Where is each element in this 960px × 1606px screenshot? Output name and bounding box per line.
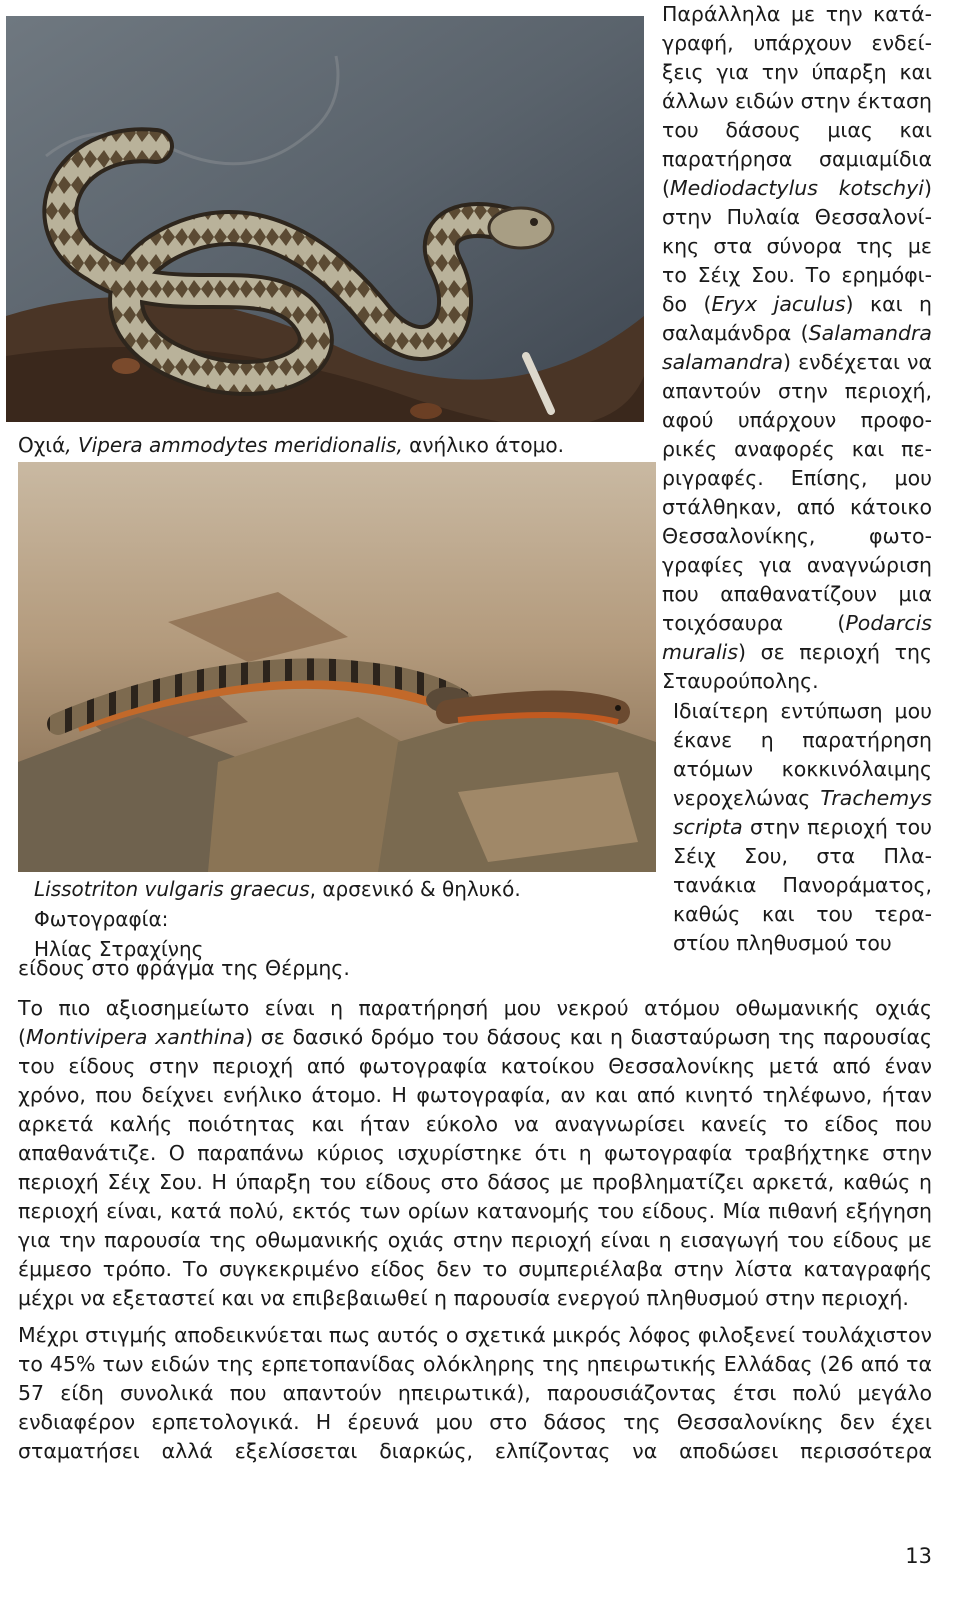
viper-photo <box>6 16 644 422</box>
viper-caption <box>18 430 638 460</box>
viper-caption-species: , Vipera ammodytes meridionalis, <box>65 433 403 457</box>
newt-caption-suffix: , αρσενικό & θηλυκό. Φωτογραφία: <box>34 877 521 931</box>
body-para3 <box>18 994 932 1313</box>
para1-species-4: Podarcis muralis <box>662 611 932 664</box>
para3-text-1: Το πιο αξιοσημείωτο είναι η παρατήρησή μου νεκρού ατόμου οθωμανικής οχιάς ( <box>18 996 932 1049</box>
body-para4 <box>18 1321 932 1466</box>
para1-text-4: ) ενδέχεται να απαντούν στην περιοχή, αφού υπάρχουν προφορικές αναφορές και περιγραφές. Επίσης, μου στάλθηκαν, από κάτοικο Θεσσαλονίκης, φωτογραφίες για αναγνώριση που απαθανατίζουν μια τοιχόσαυρα ( <box>662 350 932 635</box>
newt-caption <box>34 874 654 964</box>
para2-species-1: Trachemys scripta <box>673 786 932 839</box>
para2-text-2: στην περιοχή του Σέιχ Σου, στα Πλατανάκια Πανοράματος, καθώς και του τεραστίου πληθυσμού του <box>673 815 932 955</box>
para1-text-5: ) σε περιοχή της Σταυρούπολης. <box>662 640 932 693</box>
newt-caption-line1 <box>34 874 654 934</box>
para1-text-3: ) και η σαλαμάνδρα ( <box>662 292 932 345</box>
para3-species-1: Montivipera xanthina <box>26 1025 246 1049</box>
viper-caption-suffix: ανήλικο άτομο. <box>402 433 564 457</box>
para3-text-2: ) σε δασικό δρόμο του δάσους και η διασταύρωση της παρουσίας του είδους στην περιοχή από φωτογραφία κατοίκου Θεσσαλονίκης μετά από έναν χρόνο, που δείχνει ενήλικο άτομο. Η φωτογραφία, αν και από κινητό τηλέφωνο, ήταν αρκετά καλής ποιότητας και ήταν εύκολο να αναγνωρίσει κανείς το είδος που απαθανάτιζε. Ο παραπάνω κύριος ισχυρίστηκε ότι η φωτογραφία τραβήχτηκε στην περιοχή Σέιχ Σου. Η ύπαρξη του είδους στο δάσος με προβληματίζει αρκετά, καθώς η περιοχή είναι, κατά πολύ, εκτός των ορίων κατανομής του είδους. Μία πιθανή εξήγηση για την παρουσία της οθωμανικής οχιάς στην περιοχή είναι η εισαγωγή του είδους με έμμεσο τρόπο. Το συγκεκριμένο είδος δεν το συμπεριέλαβα στην λίστα καταγραφής μέχρι να εξεταστεί και να επιβεβαιωθεί η παρουσία ενεργού πληθυσμού στην περιοχή. <box>18 1025 932 1310</box>
newt-photo <box>18 462 656 872</box>
newt-caption-credit: Ηλίας Στραχίνης <box>34 937 204 961</box>
right-column-para1 <box>662 0 932 696</box>
para1-species-2: Eryx jaculus <box>711 292 846 316</box>
para2-text-1: Ιδιαίτερη εντύπωση μου έκανε η παρατήρηση ατόμων κοκκινόλαιμης νεροχελώνας <box>673 699 932 810</box>
para1-species-1: Mediodactylus kotschyi <box>670 176 924 200</box>
para4-text: Μέχρι στιγμής αποδεικνύεται πως αυτός ο σχετικά μικρός λόφος φιλοξενεί τουλάχιστον το 45% των ειδών της ερπετοπανίδας ολόκληρης της ηπειρωτικής Ελλάδας (26 από τα 57 είδη συνολικά που απαντούν ηπειρωτικά), παρουσιάζοντας έτσι πολύ μεγάλο ενδιαφέρον ερπετολογικά. Η έρευνά μου στο δάσος της Θεσσαλονίκης δεν έχει σταματήσει αλλά εξελίσσεται διαρκώς, ελπίζοντας να αποδώσει περισσότερα <box>18 1323 932 1463</box>
continuation-line: είδους στο φράγμα της Θέρμης. <box>18 956 350 980</box>
para1-text-1: Παράλληλα με την κατάγραφή, υπάρχουν ενδείξεις για την ύπαρξη και άλλων ειδών στην έκταση του δάσους μιας και παρατήρησα σαμιαμίδια ( <box>662 2 932 200</box>
para1-text-2: ) στην Πυλαία Θεσσαλονίκης στα σύνορα της με το Σέιχ Σου. Το ερημόφιδο ( <box>662 176 932 316</box>
page-number: 13 <box>905 1544 932 1568</box>
para1-species-3: Salamandra salamandra <box>662 321 932 374</box>
newt-caption-species: Lissotriton vulgaris graecus <box>34 877 310 901</box>
viper-caption-prefix: Οχιά <box>18 433 66 457</box>
right-column-para2 <box>673 697 932 958</box>
